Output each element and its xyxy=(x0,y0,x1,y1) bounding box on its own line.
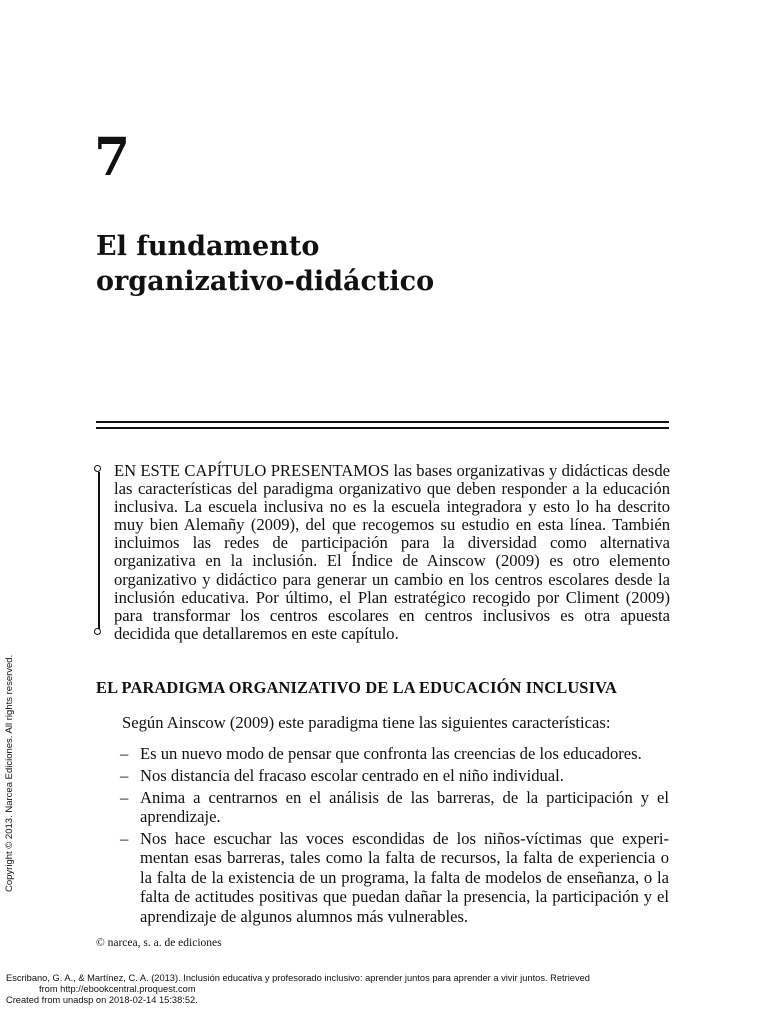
citation-footer xyxy=(6,973,590,1006)
section-intro: Según Ainscow (2009) este paradigma tiene las siguientes características: xyxy=(122,713,611,732)
circle-icon xyxy=(94,465,101,472)
circle-icon xyxy=(94,628,101,635)
list-item xyxy=(96,788,669,827)
section-heading: EL PARADIGMA ORGANIZATIVO DE LA EDUCACIÓN INCLUSIVA xyxy=(96,678,617,697)
citation-line-2: from http://ebookcentral.proquest.com xyxy=(39,984,196,994)
chapter-title-line-1: El fundamento xyxy=(96,231,320,262)
list-item-text: Nos hace escuchar las voces escondidas de los niños-víctimas que experimentan esas barreras, tales como la falta de recursos, la falta de experiencia o la falta de la existencia de un programa, la falta de modelos de enseñanza, o la falta de actitudes positivas que puedan dañar la presencia, la participación y el aprendizaje de algunos alumnos más vulnerables. xyxy=(140,828,669,926)
chapter-title-line-2: organizativo-didáctico xyxy=(96,266,435,297)
divider-rule-bottom xyxy=(96,427,669,429)
chapter-abstract: EN ESTE CAPÍTULO PRESENTAMOS las bases organizativas y didácticas desde las características del paradigma organizativo que deben responder a la educación inclusiva. La escuela inclusiva no es la escuela integradora y esto lo ha descrito muy bien Alemañy (2009), del que recogemos su estudio en esta línea. También incluimos las redes de participación para la diversidad como alternativa organizativa en la inclusión. El Índice de Ainscow (2009) es otro elemento organizativo y didáctico para generar un cambio en los centros escolares desde la inclusión educativa. Por último, el Plan estratégico recogido por Climent (2009) para transformar los centros escolares en centros inclusivos es otra apuesta decidida que detallaremos en este capítulo. xyxy=(114,461,670,643)
list-item-text: Nos distancia del fracaso escolar centrado en el niño individual. xyxy=(140,765,564,785)
side-copyright-notice: Copyright © 2013. Narcea Ediciones. All rights reserved. xyxy=(4,654,15,892)
chapter-title xyxy=(96,229,656,299)
list-item-text: Anima a centrarnos en el análisis de las barreras, de la participación y el aprendizaje. xyxy=(140,787,669,827)
list-item xyxy=(96,744,669,764)
dash-marker: – xyxy=(120,765,129,785)
abstract-margin-bar xyxy=(93,465,105,637)
dash-marker: – xyxy=(120,787,129,807)
list-item xyxy=(96,766,669,786)
vertical-bar xyxy=(98,472,100,630)
dash-marker: – xyxy=(120,828,129,848)
citation-line-3: Created from unadsp on 2018-02-14 15:38:52. xyxy=(6,995,198,1005)
list-item xyxy=(96,829,669,927)
divider-rule-top xyxy=(96,421,669,423)
chapter-number: 7 xyxy=(94,127,132,188)
publisher-copyright: © narcea, s. a. de ediciones xyxy=(96,937,222,949)
dash-marker: – xyxy=(120,744,129,763)
list-item-text: Es un nuevo modo de pensar que confronta las creencias de los educadores. xyxy=(140,744,642,763)
characteristics-list xyxy=(96,744,669,929)
citation-line-1: Escribano, G. A., & Martínez, C. A. (2013). Inclusión educativa y profesorado inclusivo: aprender juntos para aprender a vivir juntos. Retrieved xyxy=(6,973,590,983)
